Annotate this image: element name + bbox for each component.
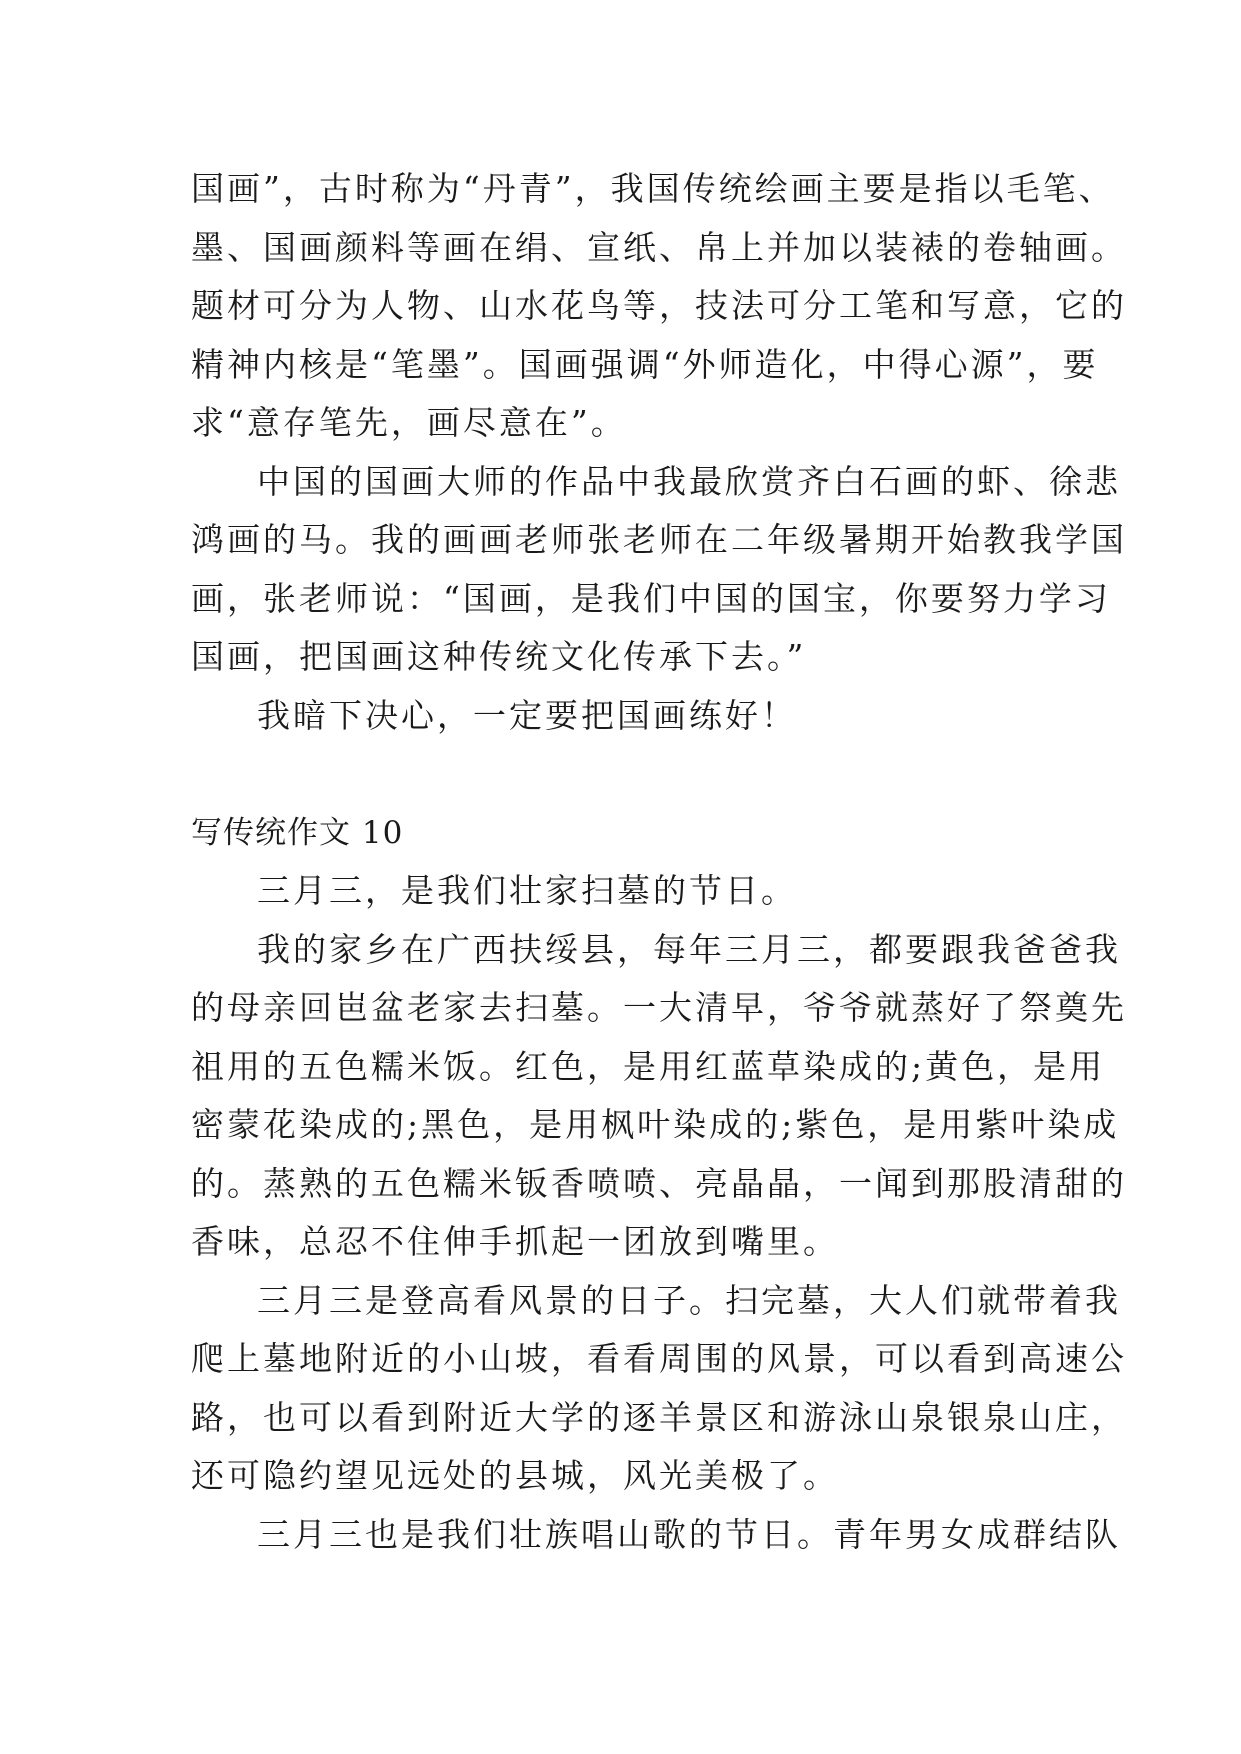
text-line: 密蒙花染成的;黑色，是用枫叶染成的;紫色，是用紫叶染成 (191, 1105, 1120, 1144)
paragraph-start-line: 三月三也是我们壮族唱山歌的节日。青年男女成群结队 (257, 1514, 1121, 1554)
paragraph-start-line: 三月三，是我们壮家扫墓的节日。 (257, 871, 797, 910)
text-line: 墨、国画颜料等画在绢、宣纸、帛上并加以装裱的卷轴画。 (191, 227, 1127, 267)
text-line: 祖用的五色糯米饭。红色，是用红蓝草染成的;黄色，是用 (191, 1046, 1106, 1086)
text-line: 的母亲回岜盆老家去扫墓。一大清早，爷爷就蒸好了祭奠先 (191, 988, 1127, 1027)
text-line: 求“意存笔先，画尽意在”。 (191, 403, 627, 442)
paragraph-start-line: 我的家乡在广西扶绥县，每年三月三，都要跟我爸爸我 (257, 929, 1121, 969)
text-line: 国画”，古时称为“丹青”，我国传统绘画主要是指以毛笔、 (191, 169, 1115, 208)
section-gap (191, 745, 1051, 804)
paragraph-start-line: 三月三是登高看风景的日子。扫完墓，大人们就带着我 (257, 1280, 1121, 1320)
paragraph-start-line: 我暗下决心，一定要把国画练好！ (257, 695, 797, 735)
text-line: 题材可分为人物、山水花鸟等，技法可分工笔和写意，它的 (191, 286, 1127, 325)
paragraph-start-line: 中国的国画大师的作品中我最欣赏齐白石画的虾、徐悲 (257, 461, 1121, 501)
text-line: 香味，总忍不住伸手抓起一团放到嘴里。 (191, 1222, 839, 1261)
text-line: 画，张老师说：“国画，是我们中国的国宝，你要努力学习 (191, 578, 1111, 618)
text-line: 还可隐约望见远处的县城，风光美极了。 (191, 1456, 839, 1495)
text-line: 路，也可以看到附近大学的逐羊景区和游泳山泉银泉山庄， (191, 1397, 1127, 1437)
text-line: 精神内核是“笔墨”。国画强调“外师造化，中得心源”，要 (191, 344, 1099, 384)
section-heading: 写传统作文 10 (191, 814, 404, 851)
text-line: 爬上墓地附近的小山坡，看看周围的风景，可以看到高速公 (191, 1339, 1127, 1378)
document-body (191, 160, 1127, 1564)
text-line: 国画，把国画这种传统文化传承下去。” (191, 637, 807, 676)
text-line: 的。蒸熟的五色糯米钣香喷喷、亮晶晶，一闻到那股清甜的 (191, 1163, 1127, 1203)
text-line: 鸿画的马。我的画画老师张老师在二年级暑期开始教我学国 (191, 520, 1127, 559)
